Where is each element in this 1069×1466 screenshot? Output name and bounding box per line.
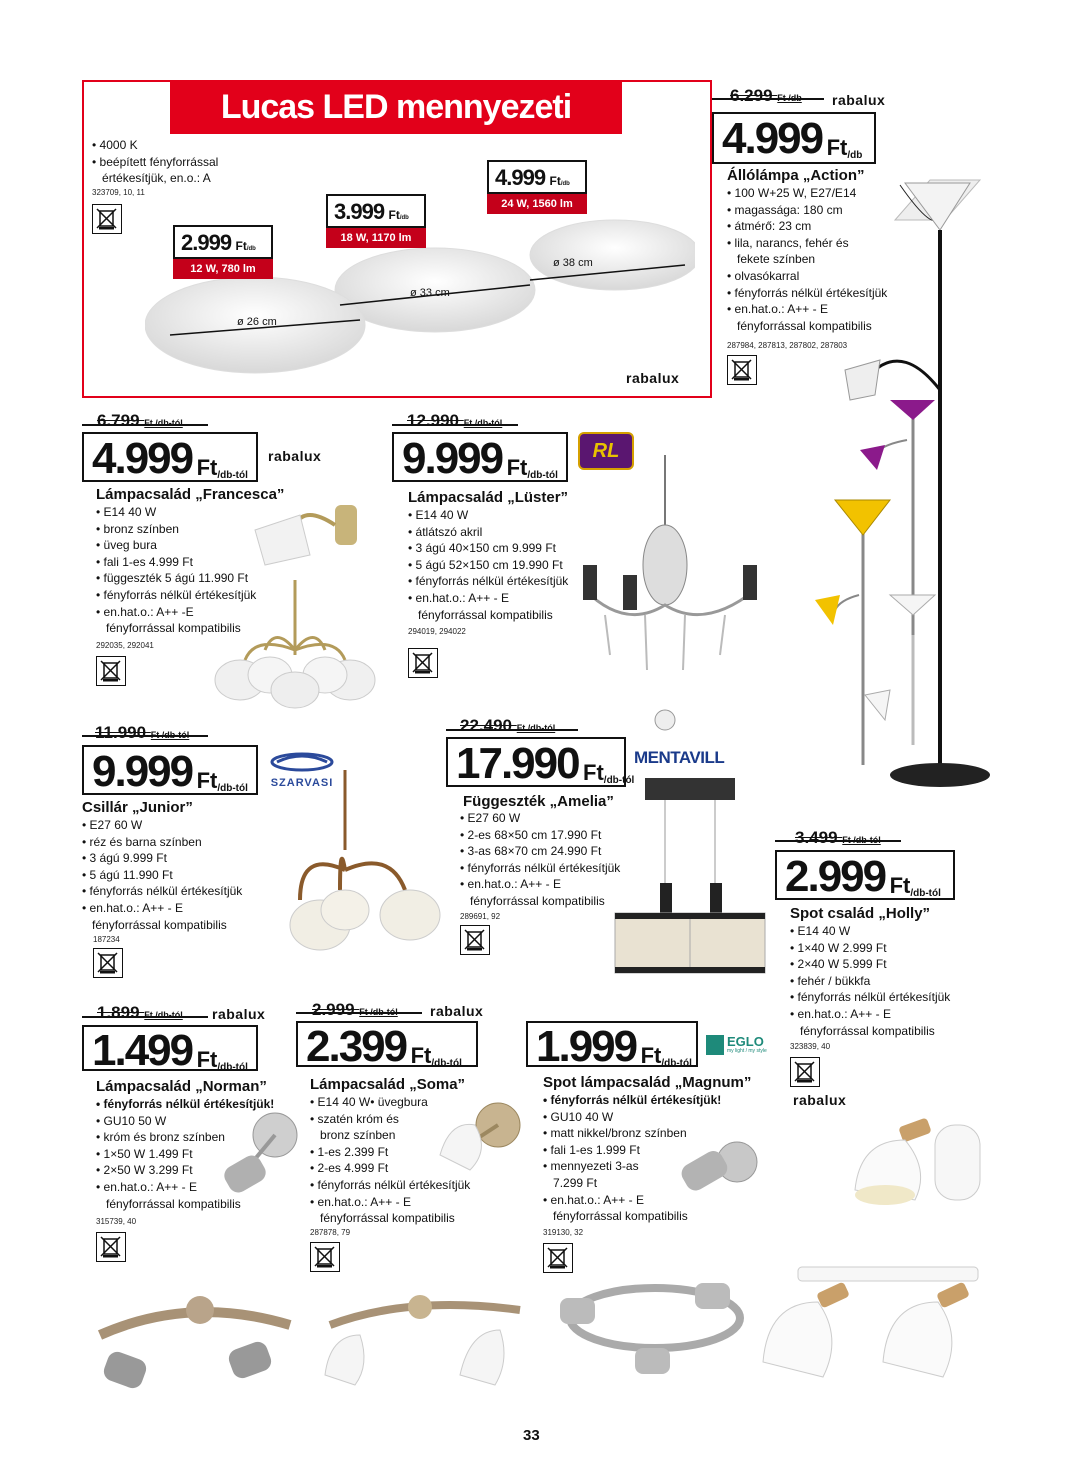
brand-name: SZARVASI bbox=[270, 777, 334, 789]
bullet: • 1×50 W 1.499 Ft bbox=[96, 1146, 274, 1163]
bullet: • 2-es 68×50 cm 17.990 Ft bbox=[460, 827, 620, 844]
product-code: 289691, 92 bbox=[460, 912, 501, 921]
bullet: • en.hat.o.: A++ -E bbox=[96, 604, 256, 621]
bullet: • 3-as 68×70 cm 24.990 Ft bbox=[460, 843, 620, 860]
weee-icon bbox=[460, 925, 490, 955]
currency: Ft bbox=[235, 239, 247, 253]
bullet: • szatén króm és bbox=[310, 1111, 470, 1128]
product-code: 294019, 294022 bbox=[408, 627, 466, 636]
floor-lamp-image bbox=[795, 175, 995, 795]
product-title: Spot lámpacsalád „Magnum” bbox=[543, 1074, 752, 1091]
old-price-unit: Ft /db-tól bbox=[150, 730, 190, 740]
price: 1.499 bbox=[92, 1026, 193, 1075]
bullet: • fényforrás nélkül értékesítjük! bbox=[543, 1092, 721, 1109]
unit: /db-tól bbox=[217, 783, 248, 794]
old-price-unit: Ft /db-tól bbox=[144, 418, 183, 428]
old-price bbox=[795, 828, 881, 848]
price-tag bbox=[173, 225, 273, 259]
bullet: fényforrással kompatibilis bbox=[418, 607, 553, 622]
product-code: 287878, 79 bbox=[310, 1228, 351, 1237]
holly-bar-image bbox=[758, 1262, 1013, 1402]
bullet: • E14 40 W bbox=[408, 507, 568, 524]
amelia-bullets bbox=[460, 810, 620, 910]
bullet: • en.hat.o.: A++ - E bbox=[96, 1179, 274, 1196]
weee-icon bbox=[92, 204, 122, 234]
bullet: • lila, narancs, fehér és bbox=[727, 235, 887, 252]
bullet: • beépített fényforrással bbox=[92, 154, 218, 171]
unit: /db-tól bbox=[217, 1062, 248, 1073]
magnum-ring-image bbox=[555, 1258, 755, 1398]
currency: Ft bbox=[826, 135, 848, 160]
bullet: • 5 ágú 11.990 Ft bbox=[82, 867, 242, 884]
bullet: • 3 ágú 9.999 Ft bbox=[82, 850, 242, 867]
old-price-unit: Ft /db-tól bbox=[463, 418, 503, 428]
price-tag bbox=[446, 737, 635, 788]
price: 4.999 bbox=[495, 165, 546, 190]
bullet: • en.hat.o.: A++ - E bbox=[790, 1006, 950, 1023]
weee-icon bbox=[96, 656, 126, 686]
currency: Ft bbox=[640, 1043, 662, 1068]
francesca-lamp-image bbox=[195, 485, 395, 715]
brand-logo-mentavill: MENTAVILL bbox=[634, 748, 725, 767]
bullet: • bronz színben bbox=[96, 521, 256, 538]
price-tag bbox=[326, 194, 426, 228]
bullet: fényforrással kompatibilis bbox=[470, 893, 605, 908]
eglo-mark-icon bbox=[706, 1035, 724, 1055]
price: 2.999 bbox=[181, 230, 232, 255]
old-price-value: 11.990 bbox=[95, 723, 147, 742]
unit: /db-tól bbox=[910, 888, 941, 899]
brand-logo-rl: RL bbox=[578, 432, 634, 470]
old-price-value: 2.999 bbox=[312, 1000, 355, 1019]
diameter-label: ø 26 cm bbox=[237, 316, 277, 328]
diameter-label: ø 33 cm bbox=[410, 287, 450, 299]
unit: /db-tól bbox=[603, 775, 635, 786]
bullet: • 5 ágú 52×150 cm 19.990 Ft bbox=[408, 557, 568, 574]
old-price-value: 22.490 bbox=[460, 716, 512, 735]
junior-chandelier-image bbox=[270, 770, 450, 980]
currency: Ft bbox=[889, 873, 911, 898]
old-price bbox=[730, 86, 802, 106]
unit: /db bbox=[560, 181, 570, 187]
lucas-title: Lucas LED mennyezeti lámpák bbox=[170, 80, 622, 134]
currency: Ft bbox=[196, 768, 218, 793]
bullet: • fényforrás nélkül értékesítjük bbox=[790, 989, 950, 1006]
old-price-value: 6.299 bbox=[730, 86, 773, 105]
bullet: • 1×40 W 2.999 Ft bbox=[790, 940, 950, 957]
unit: /db-tól bbox=[661, 1058, 692, 1069]
junior-bullets bbox=[82, 817, 242, 933]
product-title: Függeszték „Amelia” bbox=[463, 793, 614, 810]
bullet: • fényforrás nélkül értékesítjük bbox=[460, 860, 620, 877]
price-tag bbox=[82, 745, 258, 795]
price-tag bbox=[712, 112, 876, 164]
unit: /db-tól bbox=[527, 470, 558, 481]
price: 3.999 bbox=[334, 199, 385, 224]
bullet: • fényforrás nélkül értékesítjük bbox=[727, 285, 887, 302]
weee-icon bbox=[408, 648, 438, 678]
old-price-unit: Ft /db-tól bbox=[359, 1007, 398, 1017]
bullet: • fényforrás nélkül értékesítjük bbox=[82, 883, 242, 900]
unit: /db-tól bbox=[431, 1058, 462, 1069]
currency: Ft bbox=[583, 760, 604, 785]
old-price bbox=[460, 716, 555, 736]
price: 2.399 bbox=[306, 1022, 407, 1071]
page-number: 33 bbox=[523, 1427, 540, 1444]
weee-icon bbox=[310, 1242, 340, 1272]
bullet: • mennyezeti 3-as bbox=[543, 1158, 721, 1175]
bullet: • E14 40 W bbox=[790, 923, 950, 940]
spec-label: 12 W, 780 lm bbox=[173, 259, 273, 279]
product-title: Csillár „Junior” bbox=[82, 799, 193, 816]
bullet: • 100 W+25 W, E27/E14 bbox=[727, 185, 887, 202]
bullet: • en.hat.o.: A++ - E bbox=[82, 900, 242, 917]
bullet: • függeszték 5 ágú 11.990 Ft bbox=[96, 570, 256, 587]
price-tag bbox=[82, 1025, 258, 1075]
bullet: • fali 1-es 1.999 Ft bbox=[543, 1142, 721, 1159]
bullet: • en.hat.o.: A++ - E bbox=[408, 590, 568, 607]
price-tag bbox=[392, 432, 568, 482]
bullet: • fényforrás nélkül értékesítjük bbox=[96, 587, 256, 604]
bullet: • 4000 K bbox=[92, 137, 218, 154]
old-price-value: 12.990 bbox=[407, 411, 459, 430]
weee-icon bbox=[727, 355, 757, 385]
brand-logo-rabalux: rabalux bbox=[268, 448, 322, 464]
product-title: Lámpacsalád „Norman” bbox=[96, 1078, 267, 1095]
soma-spot-image bbox=[430, 1095, 525, 1180]
unit: /db bbox=[399, 215, 409, 221]
bullet: fényforrással kompatibilis bbox=[737, 318, 872, 333]
chandelier-image bbox=[565, 455, 785, 735]
spec-label: 24 W, 1560 lm bbox=[487, 194, 587, 214]
bullet: fényforrással kompatibilis bbox=[320, 1211, 455, 1226]
bullet: • 2×50 W 3.299 Ft bbox=[96, 1162, 274, 1179]
currency: Ft bbox=[506, 455, 528, 480]
product-code: 187234 bbox=[93, 935, 120, 944]
product-title: Állólámpa „Action” bbox=[727, 167, 865, 184]
bullet: fényforrással kompatibilis bbox=[92, 917, 227, 932]
price: 1.999 bbox=[536, 1022, 637, 1071]
currency: Ft bbox=[410, 1043, 432, 1068]
bullet: • átmérő: 23 cm bbox=[727, 218, 887, 235]
norman-spot-image bbox=[215, 1110, 305, 1200]
old-price bbox=[312, 1000, 398, 1020]
price-tag bbox=[487, 160, 587, 194]
lucas-bullets bbox=[92, 137, 218, 187]
brand-name: EGLO bbox=[727, 1034, 764, 1049]
price: 4.999 bbox=[92, 434, 193, 483]
holly-spot-image bbox=[845, 1110, 1005, 1210]
bullet: • fali 1-es 4.999 Ft bbox=[96, 554, 256, 571]
price: 9.999 bbox=[92, 747, 193, 796]
bullet: • 3 ágú 40×150 cm 9.999 Ft bbox=[408, 540, 568, 557]
old-price-value: 3.499 bbox=[795, 828, 838, 847]
amelia-pendant-image bbox=[605, 778, 775, 983]
old-price-unit: Ft /db bbox=[777, 93, 802, 103]
bullet: • réz és barna színben bbox=[82, 834, 242, 851]
old-price-value: 1.899 bbox=[97, 1003, 140, 1022]
price: 9.999 bbox=[402, 434, 503, 483]
holly-bullets bbox=[790, 923, 950, 1039]
bullet: • 1-es 2.399 Ft bbox=[310, 1144, 470, 1161]
eglo-text bbox=[727, 1036, 767, 1054]
bullet: • 2-es 4.999 Ft bbox=[310, 1160, 470, 1177]
old-price bbox=[95, 723, 189, 743]
bullet: • matt nikkel/bronz színben bbox=[543, 1125, 721, 1142]
bullet: • E27 60 W bbox=[82, 817, 242, 834]
brand-logo-rabalux: rabalux bbox=[430, 1003, 484, 1019]
bullet: • üveg bura bbox=[96, 537, 256, 554]
old-price bbox=[407, 411, 502, 431]
brand-logo-rabalux: rabalux bbox=[832, 92, 886, 108]
bullet: • E14 40 W bbox=[96, 504, 256, 521]
price-tag bbox=[526, 1021, 698, 1071]
bullet: • en.hat.o.: A++ - E bbox=[460, 876, 620, 893]
brand-logo-eglo bbox=[706, 1034, 767, 1056]
bullet: • fényforrás nélkül értékesítjük bbox=[310, 1177, 470, 1194]
product-title: Lámpacsalád „Lüster” bbox=[408, 489, 569, 506]
price-tag bbox=[82, 432, 258, 482]
price: 4.999 bbox=[722, 114, 823, 163]
bullet: fényforrással kompatibilis bbox=[800, 1023, 935, 1038]
luster-bullets bbox=[408, 507, 568, 623]
weee-icon bbox=[96, 1232, 126, 1262]
bullet: • olvasókarral bbox=[727, 268, 887, 285]
weee-icon bbox=[790, 1057, 820, 1087]
bullet: fényforrással kompatibilis bbox=[553, 1209, 688, 1224]
weee-icon bbox=[93, 948, 123, 978]
bullet: fekete színben bbox=[737, 252, 816, 267]
currency: Ft bbox=[388, 208, 400, 222]
bullet: bronz színben bbox=[320, 1128, 396, 1143]
product-title: Spot család „Holly” bbox=[790, 905, 931, 922]
currency: Ft bbox=[196, 1047, 218, 1072]
bullet: 7.299 Ft bbox=[553, 1175, 598, 1190]
spec-label: 18 W, 1170 lm bbox=[326, 228, 426, 248]
bullet: • en.hat.o.: A++ - E bbox=[310, 1194, 470, 1211]
product-title: Lámpacsalád „Francesca” bbox=[96, 486, 285, 503]
bullet: fényforrással kompatibilis bbox=[106, 621, 241, 636]
old-price bbox=[97, 411, 183, 431]
brand-logo-rabalux: rabalux bbox=[793, 1092, 847, 1108]
bullet: fényforrással kompatibilis bbox=[106, 1196, 241, 1211]
bullet: • E27 60 W bbox=[460, 810, 620, 827]
magnum-spot-image bbox=[672, 1132, 767, 1212]
product-code: 292035, 292041 bbox=[96, 641, 154, 650]
bullet: • átlátszó akril bbox=[408, 524, 568, 541]
bullet: • fényforrás nélkül értékesítjük bbox=[408, 573, 568, 590]
diameter-label: ø 38 cm bbox=[553, 257, 593, 269]
bullet: • fényforrás nélkül értékesítjük! bbox=[96, 1096, 274, 1113]
price-tag bbox=[296, 1021, 478, 1071]
product-code: 315739, 40 bbox=[96, 1217, 137, 1226]
bullet: • GU10 40 W bbox=[543, 1109, 721, 1126]
norman-bar-image bbox=[80, 1285, 310, 1405]
price: 2.999 bbox=[785, 852, 886, 901]
bullet: értékesítjük, en.o.: A bbox=[102, 171, 211, 186]
unit: /db bbox=[847, 150, 863, 161]
bullet: • en.hat.o.: A++ - E bbox=[543, 1192, 721, 1209]
brand-tagline: my light / my style bbox=[727, 1048, 767, 1054]
bullet: • en.hat.o.: A++ - E bbox=[727, 301, 887, 318]
old-price-value: 6.799 bbox=[97, 411, 140, 430]
brand-logo-rabalux: rabalux bbox=[212, 1006, 266, 1022]
product-code: 319130, 32 bbox=[543, 1228, 584, 1237]
product-code: 323709, 10, 11 bbox=[92, 188, 145, 197]
unit: /db-tól bbox=[217, 470, 248, 481]
soma-bar-image bbox=[310, 1285, 535, 1405]
currency: Ft bbox=[196, 455, 218, 480]
bullet: • E14 40 W• üvegbura bbox=[310, 1094, 470, 1111]
currency: Ft bbox=[549, 174, 561, 188]
product-code: 287984, 287813, 287802, 287803 bbox=[727, 341, 848, 350]
bullet: • GU10 50 W bbox=[96, 1113, 274, 1130]
price: 17.990 bbox=[456, 739, 579, 788]
bullet: • fehér / bükkfa bbox=[790, 973, 950, 990]
bullet: • 2×40 W 5.999 Ft bbox=[790, 956, 950, 973]
product-title: Lámpacsalád „Soma” bbox=[310, 1076, 466, 1093]
bullet: • magassága: 180 cm bbox=[727, 202, 887, 219]
brand-logo-rabalux: rabalux bbox=[626, 370, 680, 386]
old-price-unit: Ft /db-tól bbox=[842, 835, 881, 845]
old-price-unit: Ft /db-tól bbox=[144, 1010, 183, 1020]
old-price-unit: Ft /db-tól bbox=[516, 723, 556, 733]
price-tag bbox=[775, 850, 955, 900]
bullet: • króm és bronz színben bbox=[96, 1129, 274, 1146]
product-code: 323839, 40 bbox=[790, 1042, 831, 1051]
old-price bbox=[97, 1003, 183, 1023]
unit: /db bbox=[246, 246, 256, 252]
